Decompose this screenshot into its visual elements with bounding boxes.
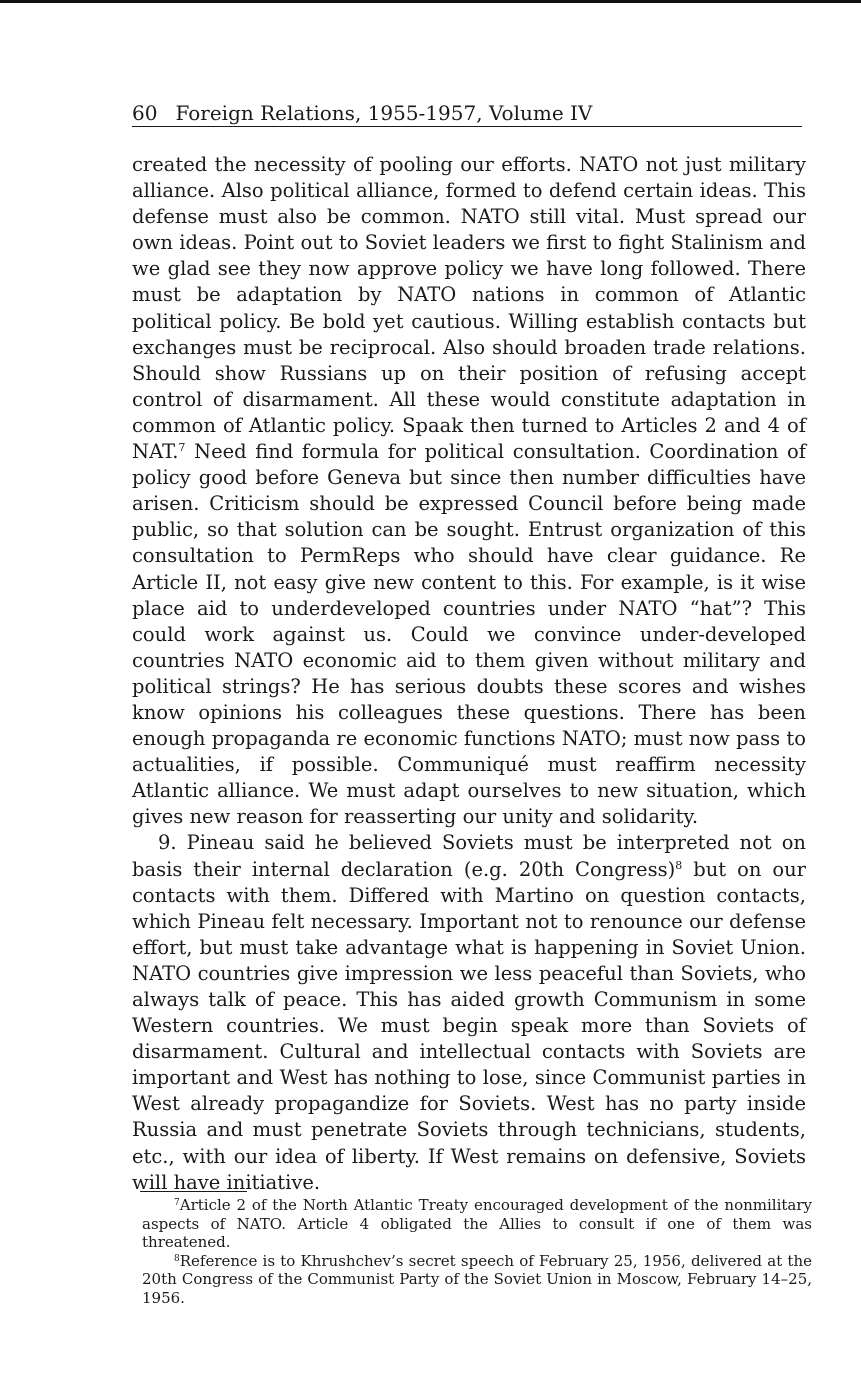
footnote-8 (142, 1252, 812, 1308)
footnote-ref-8: 8 (675, 858, 683, 872)
running-title: Foreign Relations, 1955-1957, Volume IV (175, 101, 593, 125)
paragraph-text: created the necessity of pooling our efforts. NATO not just military alliance. Also political alliance, formed to defend certain ideas. This defense must also be common. NATO still vital. Must spread our own ideas. Point out to Soviet leaders we first to fight Stalinism and we glad see they now approve policy we have long followed. There must be adaptation by NATO nations in common of Atlantic political policy. Be bold yet cautious. Willing establish contacts but exchanges must be reciprocal. Also should broaden trade relations. Should show Russians up on their position of refusing accept control of disarmament. All these would constitute adaptation in common of Atlantic policy. Spaak then turned to Articles 2 and 4 of NAT. (132, 153, 806, 464)
page-header (132, 100, 802, 127)
footnote-text: Article 2 of the North Atlantic Treaty encouraged development of the nonmilitary aspects of NATO. Article 4 obligated the Allies to consult if one of them was threatened. (142, 1196, 812, 1252)
paragraph-text-rest: but on our contacts with them. Differed with Martino on question contacts, which Pineau felt necessary. Important not to renounce our defense effort, but must take advantage what is happening in Soviet Union. NATO countries give impression we less peaceful than Soviets, who always talk of peace. This has aided growth Communism in some Western countries. We must begin speak more than Soviets of disarmament. Cultural and intellectual contacts with Soviets are important and West has nothing to lose, since Communist parties in West already propagandize for Soviets. West has no party inside Russia and must penetrate Soviets through technicians, students, etc., with our idea of liberty. If West remains on defensive, Soviets will have initiative. (132, 857, 806, 1194)
footnote-number: 8 (174, 1253, 180, 1264)
footnote-number: 7 (174, 1198, 180, 1208)
footnote-ref-7: 7 (178, 441, 186, 455)
paragraph-spaak-continued (132, 152, 806, 830)
footnote-text: Reference is to Khrushchev’s secret speech of February 25, 1956, delivered at the 20th Congress of the Communist Party of the Soviet Union in Moscow, February 14–25, 1956. (142, 1251, 812, 1307)
paragraph-text-rest: Need find formula for political consultation. Coordination of policy good before Geneva but since then number difficulties have arisen. Criticism should be expressed Council before being made public, so that solution can be sought. Entrust organization of this consultation to PermReps who should have clear guidance. Re Article II, not easy give new content to this. For example, is it wise place aid to underdeveloped countries under NATO “hat”? This could work against us. Could we convince under-developed countries NATO economic aid to them given without military and political strings? He has serious doubts these scores and wishes know opinions his colleagues these questions. There has been enough propaganda re economic functions NATO; must now pass to actualities, if possible. Communiqué must reaffirm necessity Atlantic alliance. We must adapt ourselves to new situation, which gives new reason for reasserting our unity and solidarity. (132, 440, 806, 829)
body-text (132, 152, 806, 1196)
footnote-7 (142, 1196, 812, 1252)
paragraph-text: 9. Pineau said he believed Soviets must be interpreted not on basis their internal declaration (e.g. 20th Congress) (132, 831, 806, 881)
page-number: 60 (132, 101, 158, 125)
footnotes (142, 1196, 812, 1308)
paragraph-pineau (132, 830, 806, 1195)
footnote-divider (140, 1191, 247, 1192)
page-top-border (0, 0, 861, 3)
